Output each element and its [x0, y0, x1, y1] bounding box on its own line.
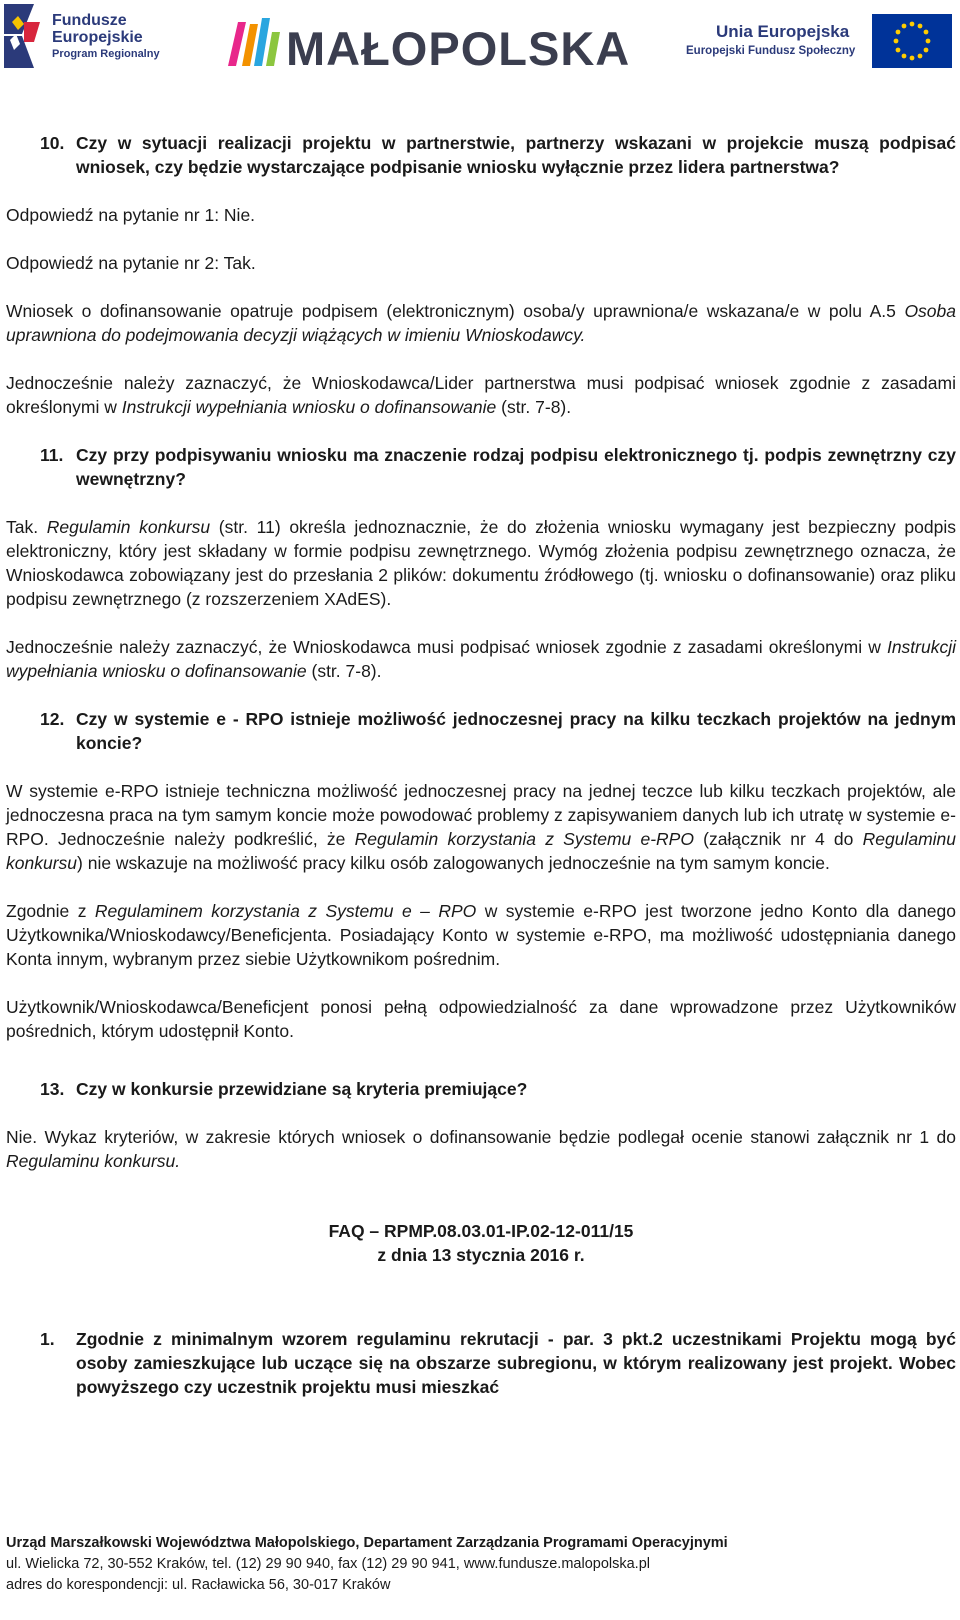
question-text: Czy w konkursie przewidziane są kryteria premiujące? [76, 1079, 528, 1099]
question-number: 10. [40, 133, 65, 153]
fe-logo-mark-icon [4, 2, 48, 70]
fundusze-europejskie-logo [4, 2, 174, 72]
footer-correspondence: adres do korespondencji: ul. Racławicka 56, 30-017 Kraków [6, 1577, 391, 1593]
italic-text: Regulaminem korzystania z Systemu e – RPO [94, 901, 477, 921]
italic-text: Regulaminu konkursu [6, 829, 957, 873]
faq-heading [6, 1219, 956, 1267]
question-11 [6, 443, 956, 491]
malopolska-mark-icon [228, 14, 284, 74]
text-run: ) nie wskazuje na możliwość pracy kilku osób zalogowanych jednocześnie na tym samym koncie. [77, 853, 830, 873]
answer-paragraph [6, 1125, 956, 1173]
answer-paragraph [6, 515, 956, 611]
text-run: (załącznik nr 4 do [693, 829, 863, 849]
question-text: Czy przy podpisywaniu wniosku ma znaczenie rodzaj podpisu elektronicznego tj. podpis zewnętrzny czy wewnętrzny? [76, 445, 956, 489]
question-10 [6, 131, 956, 179]
text-run: Jednocześnie należy zaznaczyć, że Wnioskodawca/Lider partnerstwa musi podpisać wniosek zgodnie z zasadami określonymi w [6, 373, 956, 417]
answer-paragraph [6, 371, 956, 419]
question-number: 1. [40, 1329, 55, 1349]
answer-paragraph: Użytkownik/Wnioskodawca/Beneficjent ponosi pełną odpowiedzialność za dane wprowadzone przez Użytkowników pośrednich, którym udostępnił Konto. [6, 997, 956, 1041]
italic-text: Regulaminu konkursu. [6, 1151, 181, 1171]
text-run: Nie. Wykaz kryteriów, w zakresie których wniosek o dofinansowanie będzie podlegał ocenie stanowi załącznik nr 1 do [6, 1127, 956, 1147]
answer-paragraph [6, 635, 956, 683]
italic-text: Osoba uprawniona do podejmowania decyzji wiążących w imieniu Wnioskodawcy. [6, 301, 956, 345]
question-number: 13. [40, 1079, 65, 1099]
unia-europejska-logo [686, 14, 956, 74]
text-run: Jednocześnie należy zaznaczyć, że Wnioskodawca musi podpisać wniosek zgodnie z zasadami określonymi w [6, 637, 887, 657]
question-12 [6, 707, 956, 755]
italic-text: Instrukcji wypełniania wniosku o dofinansowanie [121, 397, 497, 417]
question-1 [6, 1327, 956, 1399]
ue-logo-subtext: Europejski Fundusz Społeczny [686, 45, 856, 57]
italic-text: Regulamin korzystania z Systemu e-RPO [354, 829, 694, 849]
answer-1: Odpowiedź na pytanie nr 1: Nie. [6, 205, 256, 225]
question-text: Zgodnie z minimalnym wzorem regulaminu rekrutacji - par. 3 pkt.2 uczestnikami Projektu mogą być osoby zamieszkujące lub uczące się na obszarze subregionu, w którym realizowany jest projekt. Wobec powyższego czy uczestnik projektu musi mieszkać [76, 1329, 956, 1397]
answer-paragraph [6, 779, 956, 875]
malopolska-logo [228, 14, 631, 75]
faq-date: z dnia 13 stycznia 2016 r. [377, 1245, 585, 1265]
answer-paragraph [6, 299, 956, 347]
text-run: Tak. [6, 517, 47, 537]
eu-flag-icon [872, 14, 952, 68]
footer-address: ul. Wielicka 72, 30-552 Kraków, tel. (12) 29 90 940, fax (12) 29 90 941, www.fundusze.malopolska.pl [6, 1556, 650, 1572]
text-run: (str. 7-8). [496, 397, 572, 417]
question-13 [6, 1077, 956, 1101]
question-number: 12. [40, 709, 65, 729]
text-run: Wniosek o dofinansowanie opatruje podpisem (elektronicznym) osoba/y uprawniona/e wskazana/e w polu A.5 [6, 301, 905, 321]
question-text: Czy w systemie e - RPO istnieje możliwość jednoczesnej pracy na kilku teczkach projektów na jednym koncie? [76, 709, 956, 753]
italic-text: Regulamin konkursu [46, 517, 211, 537]
question-number: 11. [40, 445, 64, 465]
ue-logo-text: Unia Europejska [716, 22, 850, 41]
document-body [6, 131, 956, 1399]
answer-2: Odpowiedź na pytanie nr 2: Tak. [6, 253, 256, 273]
page-header [0, 0, 960, 82]
text-run: (str. 11) określa jednoznacznie, że do złożenia wniosku wymagany jest bezpieczny podpis elektroniczny, który jest składany w formie podpisu zewnętrznego. Wymóg złożenia podpisu zewnętrznego oznacza, że Wnioskodawca zobowiązany jest do przesłania 2 plików: dokumentu źródłowego (tj. wniosku o dofinansowanie) oraz pliku podpisu zewnętrznego (z rozszerzeniem XAdES). [6, 517, 956, 609]
faq-title: FAQ – RPMP.08.03.01-IP.02-12-011/15 [328, 1221, 634, 1241]
fe-logo-text: Fundusze Europejskie [52, 12, 143, 46]
italic-text: Instrukcji wypełniania wniosku o dofinansowanie [6, 637, 956, 681]
text-run: w systemie e-RPO jest tworzone jedno Konto dla danego Użytkownika/Wnioskodawcy/Beneficjenta. Posiadający Konto w systemie e-RPO, ma możliwość udostępniania danego Konta innym, wybranym przez siebie Użytkownikom pośrednim. [6, 901, 956, 969]
answer-paragraph [6, 899, 956, 971]
fe-logo-subtext: Program Regionalny [52, 48, 160, 60]
footer-institution: Urząd Marszałkowski Województwa Małopolskiego, Departament Zarządzania Programami Operacyjnymi [6, 1535, 728, 1551]
text-run: W systemie e-RPO istnieje techniczna możliwość jednoczesnej pracy na jednej teczce lub kilku teczkach projektów, ale jednoczesna praca na tym samym koncie może powodować problemy z zapisywaniem danych lub ich utratę w systemie e-RPO. Jednocześnie należy podkreślić, że [6, 781, 956, 849]
malopolska-wordmark: MAŁOPOLSKA [286, 22, 631, 75]
text-run: (str. 7-8). [306, 661, 382, 681]
page-footer [6, 1533, 956, 1596]
question-text: Czy w sytuacji realizacji projektu w partnerstwie, partnerzy wskazani w projekcie muszą podpisać wniosek, czy będzie wystarczające podpisanie wniosku wyłącznie przez lidera partnerstwa? [76, 133, 956, 177]
text-run: Zgodnie z [6, 901, 95, 921]
